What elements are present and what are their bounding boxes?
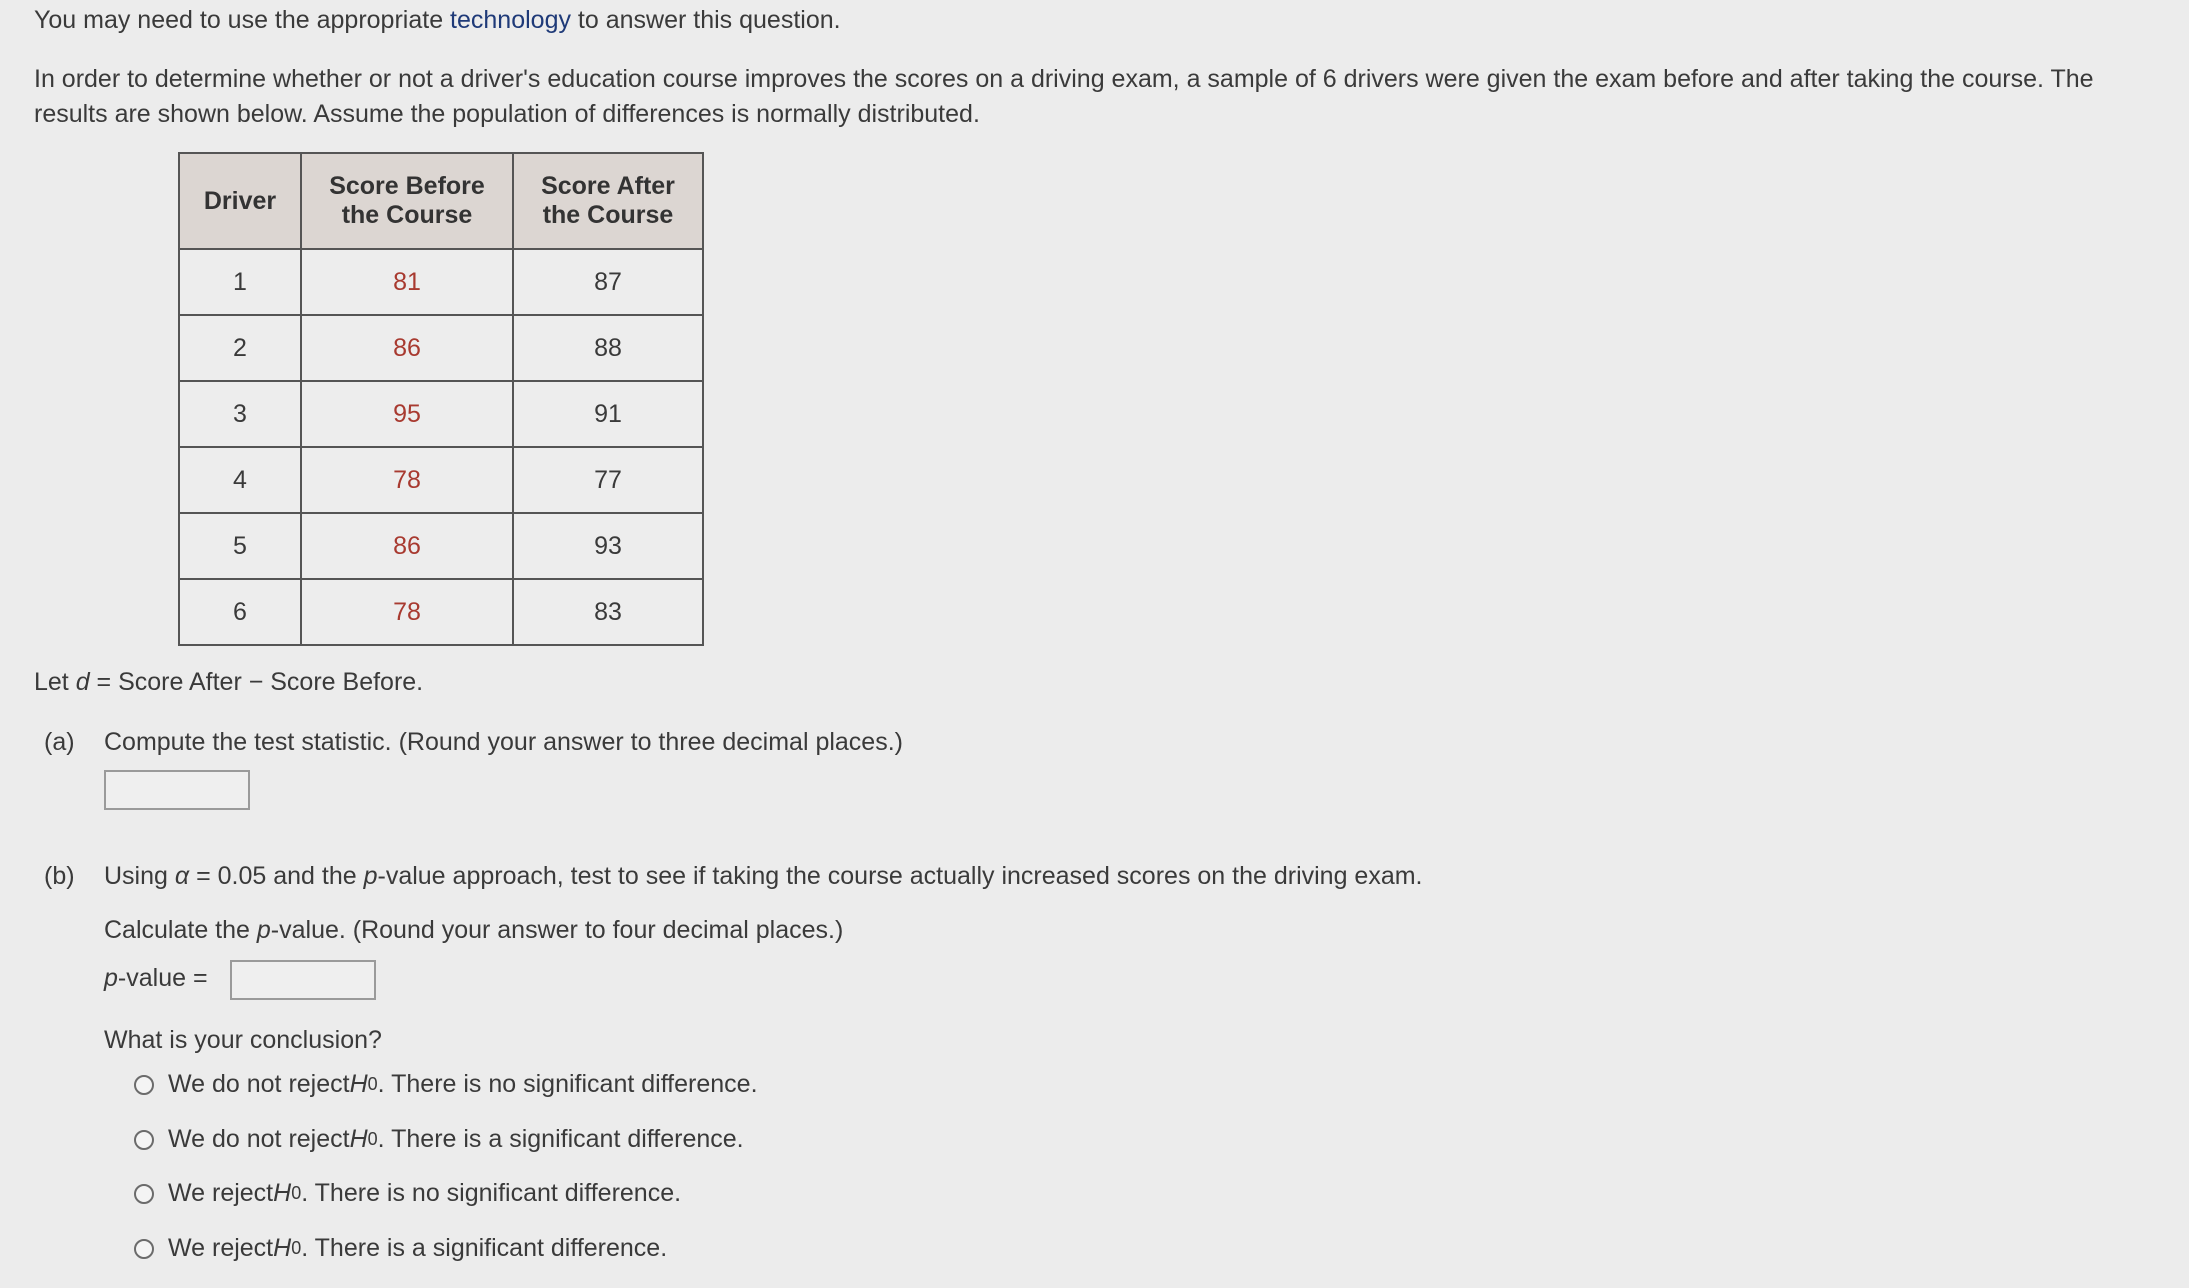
- cell-before: 78: [301, 579, 513, 645]
- pvalue-p-symbol: p: [104, 964, 118, 992]
- part-a-question: [44, 728, 903, 757]
- option-text-post: . There is no significant difference.: [301, 1179, 682, 1207]
- alpha-symbol: α: [174, 862, 190, 890]
- part-b-question: [44, 862, 1423, 891]
- part-b-label: (b): [44, 862, 75, 890]
- header-score-after: [513, 153, 703, 249]
- cell-before: 95: [301, 381, 513, 447]
- calc-text-1: Calculate the: [104, 916, 257, 944]
- intro-before: You may need to use the appropriate: [34, 6, 451, 34]
- pvalue-label: [104, 964, 208, 993]
- h0-symbol: H: [273, 1234, 292, 1262]
- part-b-text-2: = 0.05 and the: [189, 862, 364, 890]
- radio-button[interactable]: [134, 1075, 154, 1095]
- cell-driver: 1: [179, 249, 301, 315]
- technology-link[interactable]: technology: [450, 6, 571, 34]
- table-row: [179, 579, 703, 645]
- scores-table: [178, 152, 704, 646]
- table-row: [179, 315, 703, 381]
- option-text-post: . There is a significant difference.: [377, 1125, 744, 1153]
- problem-statement: In order to determine whether or not a driver's education course improves the scores on a driving exam, a sample of 6 drivers were given the exam before and after taking the course. The results are shown below. Assume the population of differences is normally distributed.: [34, 65, 2094, 128]
- option-text-post: . There is no significant difference.: [377, 1070, 758, 1098]
- part-a-label: (a): [44, 728, 75, 756]
- part-b-text-1: Using: [104, 862, 175, 890]
- option-text-pre: We reject: [168, 1234, 274, 1262]
- option-text-pre: We do not reject: [168, 1070, 350, 1098]
- part-b-text-3: -value approach, test to see if taking the course actually increased scores on the driving exam.: [377, 862, 1423, 890]
- cell-before: 81: [301, 249, 513, 315]
- pvalue-input[interactable]: [230, 960, 376, 1000]
- cell-before: 86: [301, 513, 513, 579]
- cell-after: 91: [513, 381, 703, 447]
- intro-after: to answer this question.: [570, 6, 841, 34]
- table-row: [179, 513, 703, 579]
- pvalue-label-text: -value =: [117, 964, 208, 992]
- part-a-text: Compute the test statistic. (Round your answer to three decimal places.): [104, 728, 903, 756]
- cell-driver: 5: [179, 513, 301, 579]
- p-symbol: p: [363, 862, 378, 890]
- h0-subscript: 0: [291, 1183, 302, 1203]
- header-driver: Driver: [179, 153, 301, 249]
- h0-symbol: H: [349, 1125, 368, 1153]
- conclusion-option-2[interactable]: [134, 1125, 744, 1154]
- header-score-before-line1: Score Before: [329, 172, 485, 200]
- conclusion-option-4[interactable]: [134, 1234, 667, 1263]
- cell-after: 77: [513, 447, 703, 513]
- cell-driver: 3: [179, 381, 301, 447]
- conclusion-option-3[interactable]: [134, 1179, 681, 1208]
- calc-p-symbol: p: [256, 916, 271, 944]
- option-text-pre: We reject: [168, 1179, 274, 1207]
- header-score-before-line2: the Course: [341, 201, 473, 229]
- h0-symbol: H: [273, 1179, 292, 1207]
- let-rest: = Score After − Score Before.: [89, 668, 424, 696]
- cell-before: 78: [301, 447, 513, 513]
- table-row: [179, 249, 703, 315]
- calculate-pvalue-text: [104, 916, 843, 945]
- test-statistic-input[interactable]: [104, 770, 250, 810]
- cell-after: 93: [513, 513, 703, 579]
- calc-text-2: -value. (Round your answer to four decimal places.): [270, 916, 844, 944]
- cell-driver: 6: [179, 579, 301, 645]
- h0-subscript: 0: [291, 1238, 302, 1258]
- table-row: [179, 381, 703, 447]
- let-prefix: Let: [34, 668, 76, 696]
- option-text-post: . There is a significant difference.: [301, 1234, 668, 1262]
- intro-text: [34, 6, 841, 35]
- radio-button[interactable]: [134, 1184, 154, 1204]
- header-score-after-line2: the Course: [542, 201, 674, 229]
- cell-driver: 4: [179, 447, 301, 513]
- cell-after: 88: [513, 315, 703, 381]
- conclusion-option-1[interactable]: [134, 1070, 758, 1099]
- h0-symbol: H: [349, 1070, 368, 1098]
- cell-after: 83: [513, 579, 703, 645]
- difference-definition: [34, 668, 423, 697]
- radio-button[interactable]: [134, 1130, 154, 1150]
- cell-before: 86: [301, 315, 513, 381]
- h0-subscript: 0: [367, 1074, 378, 1094]
- table-header-row: [179, 153, 703, 249]
- option-text-pre: We do not reject: [168, 1125, 350, 1153]
- table-row: [179, 447, 703, 513]
- h0-subscript: 0: [367, 1129, 378, 1149]
- cell-driver: 2: [179, 315, 301, 381]
- header-score-before: [301, 153, 513, 249]
- header-score-after-line1: Score After: [541, 172, 675, 200]
- cell-after: 87: [513, 249, 703, 315]
- let-variable: d: [75, 668, 90, 696]
- conclusion-question: What is your conclusion?: [104, 1026, 382, 1054]
- radio-button[interactable]: [134, 1239, 154, 1259]
